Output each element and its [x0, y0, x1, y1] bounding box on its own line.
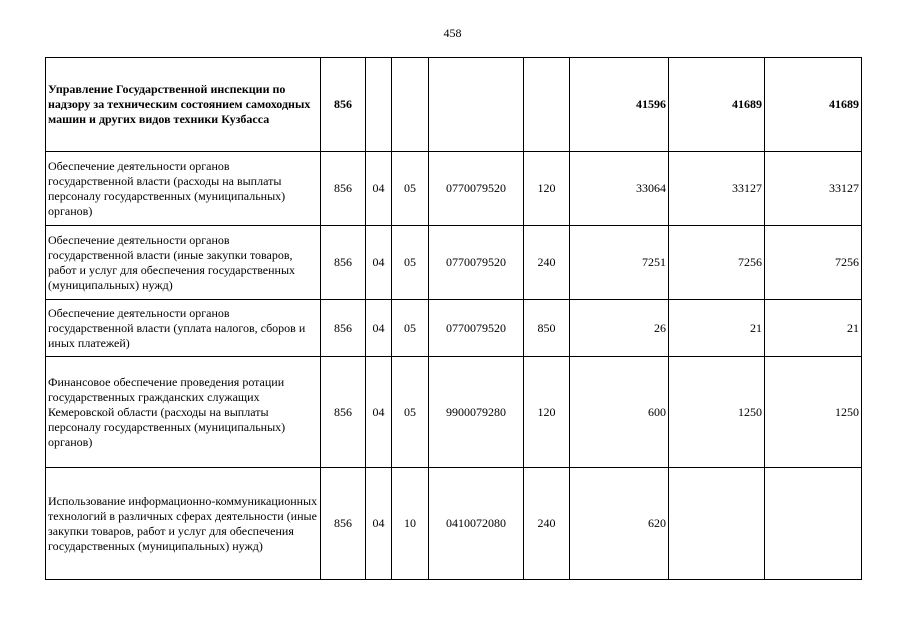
- row-code: 856: [321, 300, 366, 357]
- row-section: [366, 58, 392, 152]
- table-row: [46, 468, 862, 580]
- row-code: 856: [321, 58, 366, 152]
- row-name: Обеспечение деятельности органов государственной власти (расходы на выплаты персоналу государственных (муниципальных) органов): [46, 152, 321, 226]
- table-row: [46, 226, 862, 300]
- row-target: 0770079520: [429, 226, 524, 300]
- row-value-2: 7256: [669, 226, 765, 300]
- row-target: 9900079280: [429, 357, 524, 468]
- row-value-1: 7251: [570, 226, 669, 300]
- budget-table: [45, 57, 862, 580]
- row-type: [524, 58, 570, 152]
- row-section: 04: [366, 152, 392, 226]
- row-value-3: 1250: [765, 357, 862, 468]
- row-value-2: 1250: [669, 357, 765, 468]
- row-type: 850: [524, 300, 570, 357]
- row-value-2: 21: [669, 300, 765, 357]
- row-value-1: 33064: [570, 152, 669, 226]
- row-name: Использование информационно-коммуникационных технологий в различных сферах деятельности (иные закупки товаров, работ и услуг для обеспечения государственных (муниципальных) нужд): [46, 468, 321, 580]
- row-target: 0410072080: [429, 468, 524, 580]
- row-value-3: 21: [765, 300, 862, 357]
- row-subsection: 10: [392, 468, 429, 580]
- row-code: 856: [321, 468, 366, 580]
- row-target: 0770079520: [429, 152, 524, 226]
- row-value-1: 620: [570, 468, 669, 580]
- row-value-3: [765, 468, 862, 580]
- row-type: 120: [524, 357, 570, 468]
- row-value-1: 41596: [570, 58, 669, 152]
- row-subsection: 05: [392, 226, 429, 300]
- table-row: [46, 300, 862, 357]
- page-number: 458: [443, 26, 462, 40]
- row-section: 04: [366, 468, 392, 580]
- table-row: [46, 152, 862, 226]
- row-section: 04: [366, 357, 392, 468]
- row-value-2: 33127: [669, 152, 765, 226]
- row-code: 856: [321, 357, 366, 468]
- row-section: 04: [366, 226, 392, 300]
- row-value-3: 7256: [765, 226, 862, 300]
- row-value-2: 41689: [669, 58, 765, 152]
- row-name: Управление Государственной инспекции по надзору за техническим состоянием самоходных машин и других видов техники Кузбасса: [46, 58, 321, 152]
- row-type: 240: [524, 468, 570, 580]
- row-type: 120: [524, 152, 570, 226]
- row-value-2: [669, 468, 765, 580]
- row-subsection: 05: [392, 300, 429, 357]
- row-value-1: 26: [570, 300, 669, 357]
- row-name: Финансовое обеспечение проведения ротации государственных гражданских служащих Кемеровской области (расходы на выплаты персоналу государственных (муниципальных) органов): [46, 357, 321, 468]
- row-name: Обеспечение деятельности органов государственной власти (иные закупки товаров, работ и услуг для обеспечения государственных (муниципальных) нужд): [46, 226, 321, 300]
- row-target: [429, 58, 524, 152]
- table-row: [46, 357, 862, 468]
- row-subsection: 05: [392, 357, 429, 468]
- row-section: 04: [366, 300, 392, 357]
- row-subsection: [392, 58, 429, 152]
- row-value-3: 33127: [765, 152, 862, 226]
- row-name: Обеспечение деятельности органов государственной власти (уплата налогов, сборов и иных платежей): [46, 300, 321, 357]
- row-code: 856: [321, 152, 366, 226]
- row-value-1: 600: [570, 357, 669, 468]
- row-type: 240: [524, 226, 570, 300]
- row-subsection: 05: [392, 152, 429, 226]
- row-target: 0770079520: [429, 300, 524, 357]
- table-row: [46, 58, 862, 152]
- row-code: 856: [321, 226, 366, 300]
- row-value-3: 41689: [765, 58, 862, 152]
